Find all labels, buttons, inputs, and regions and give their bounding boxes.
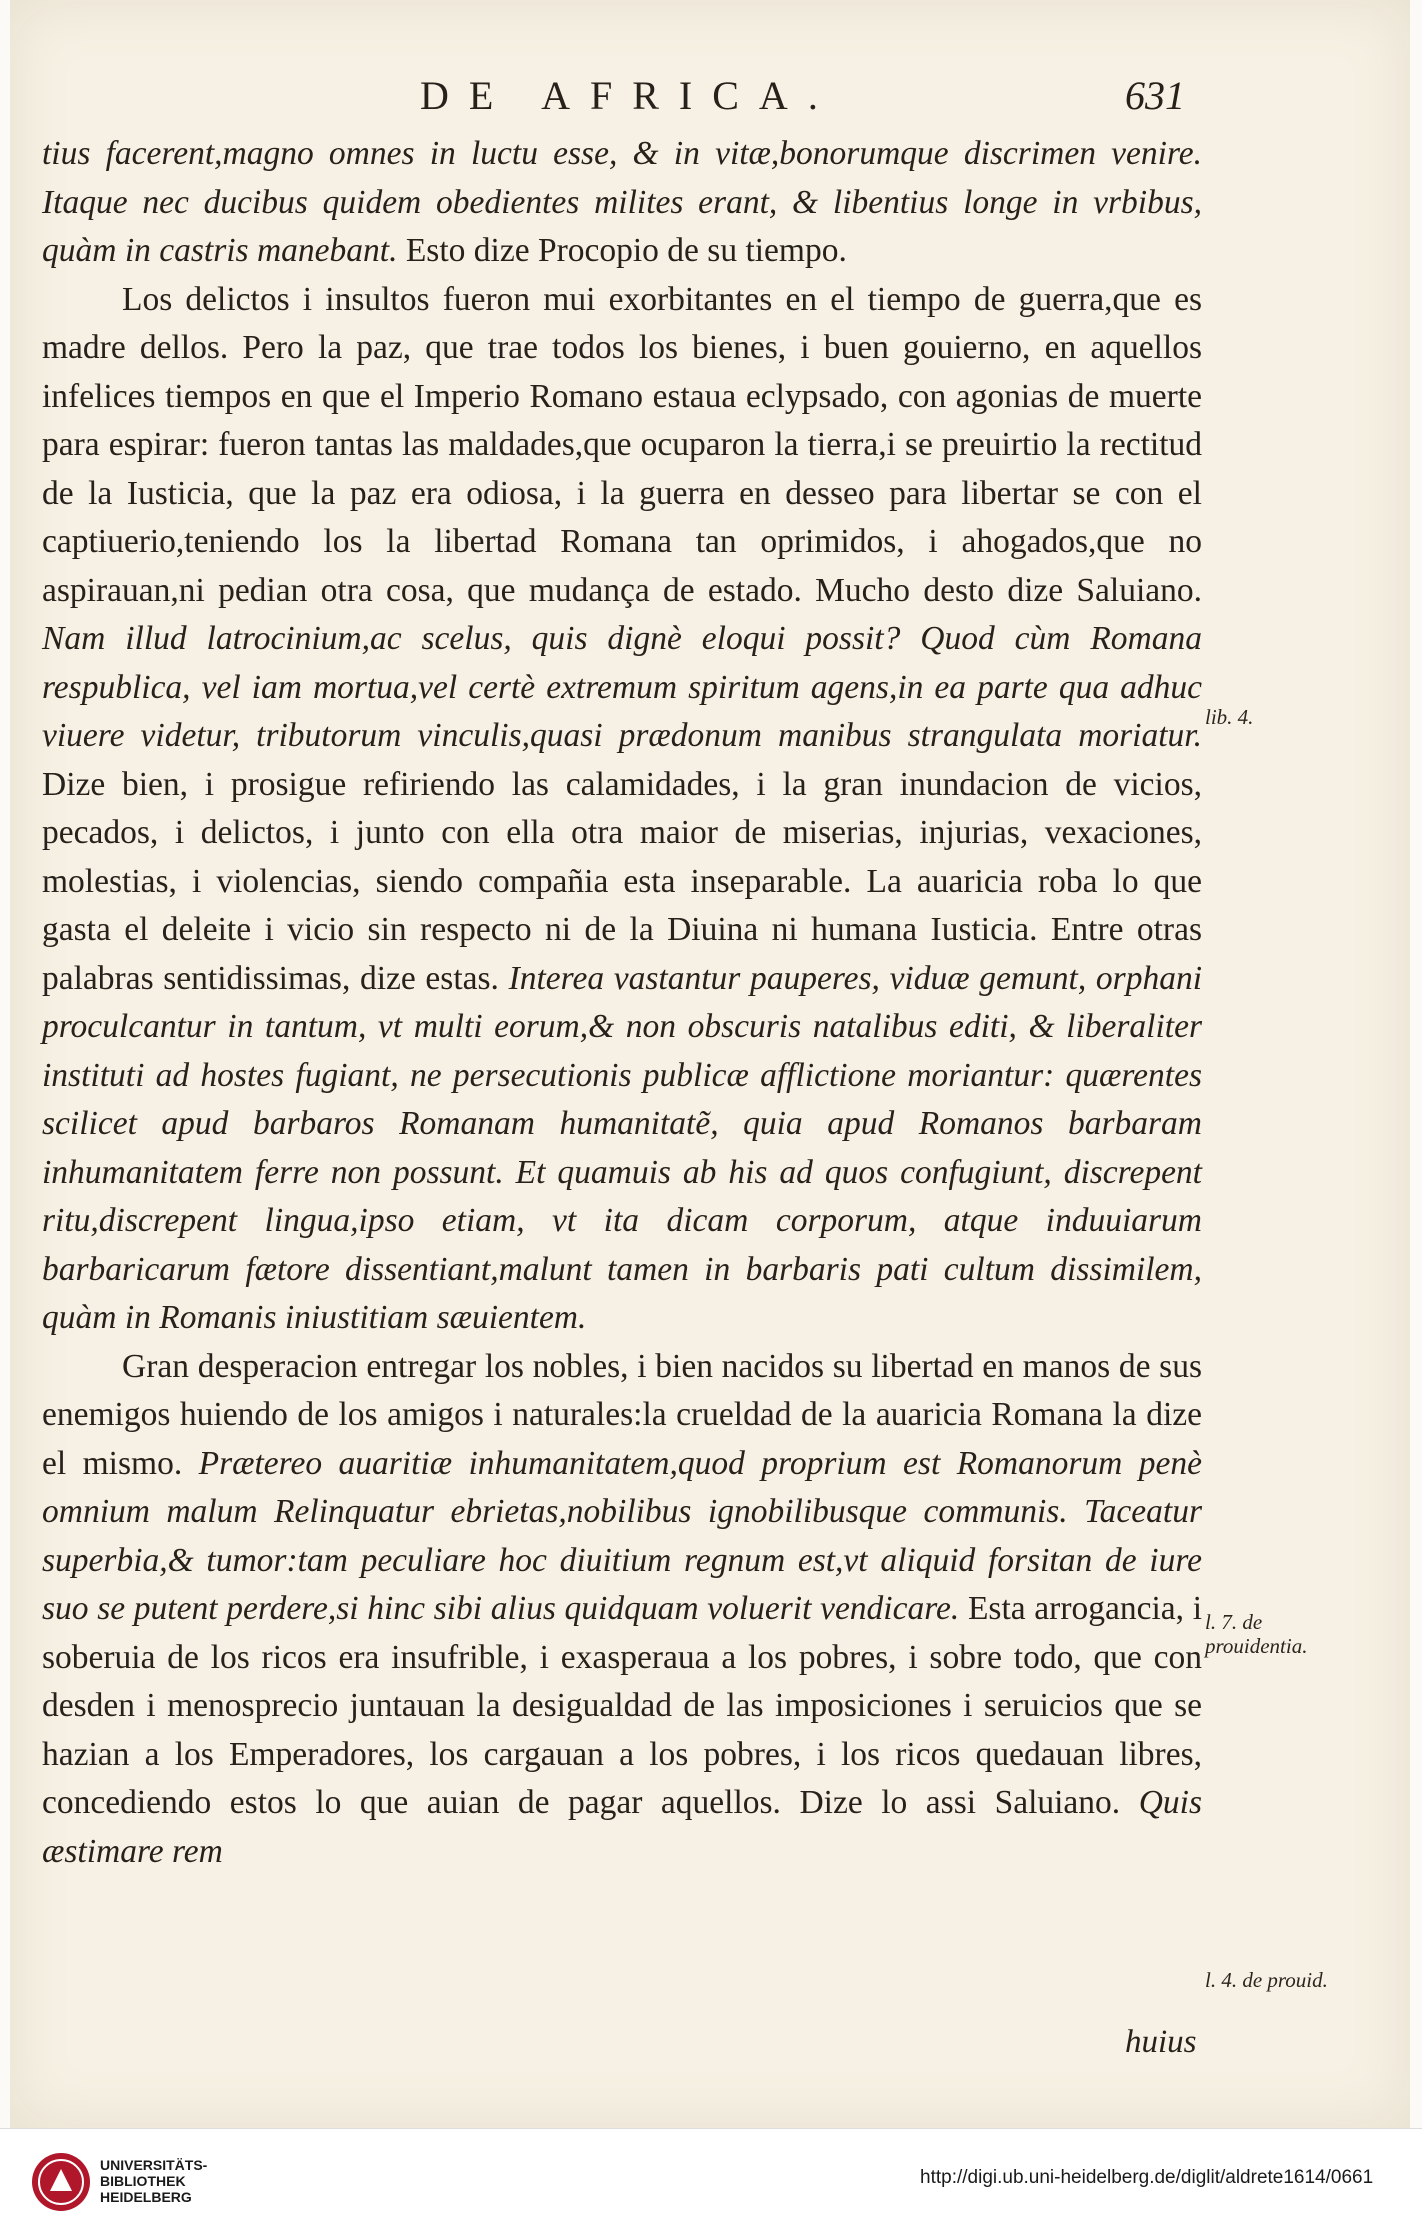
- running-head: DE AFRICA.: [420, 73, 838, 118]
- margin-note: l. 7. de prouidentia.: [1205, 1610, 1308, 1658]
- margin-note: lib. 4.: [1205, 705, 1254, 729]
- footer-bar: [0, 2128, 1422, 2235]
- paragraph-1: [42, 130, 1202, 276]
- margin-note: l. 4. de prouid.: [1205, 1968, 1328, 1992]
- latin-quote: Quis æstimare rem: [42, 1784, 1202, 1870]
- spanish-text: Esto dize Procopio de su tiempo.: [397, 232, 847, 269]
- latin-quote: tius facerent,magno omnes in luctu esse, & in vitæ,bonorumque discrimen venire. Itaque nec ducibus quidem obedientes milites erant, & libentius longe in vrbibus, quàm in castris manebant.: [42, 135, 1202, 269]
- spanish-text: Dize bien, i prosigue refiriendo las calamidades, i la gran inundacion de vicios, pecados, i delictos, i junto con ella otra maior de miserias, injurias, vexaciones, molestias, i violencias, siendo compañia esta inseparable. La auaricia roba lo que gasta el deleite i vicio sin respecto ni de la Diuina ni humana Iusticia. Entre otras palabras sentidissimas, dize estas.: [42, 765, 1202, 997]
- library-seal-icon: [30, 2151, 92, 2213]
- library-name: UNIVERSITÄTS- BIBLIOTHEK HEIDELBERG: [100, 2157, 208, 2205]
- spanish-text: Gran desperacion entregar los nobles, i bien nacidos su libertad en manos de sus enemigos huiendo de los amigos i naturales:la crueldad de la auaricia Romana la dize el mismo.: [42, 1347, 1202, 1482]
- page-header: [0, 72, 1422, 122]
- paragraph-3: [42, 1343, 1202, 1877]
- page-number: 631: [1125, 73, 1185, 118]
- latin-quote: Nam illud latrocinium,ac scelus, quis dignè eloqui possit? Quod cùm Romana respublica, vel iam mortua,vel certè extremum spiritum agens,in ea parte qua adhuc viuere videtur, tributorum vinculis,quasi prædonum manibus strangulata moriatur.: [42, 620, 1202, 754]
- spanish-text: Los delictos i insultos fueron mui exorbitantes en el tiempo de guerra,que es madre dellos. Pero la paz, que trae todos los bienes, i buen gouierno, en aquellos infelices tiempos en que el Imperio Romano estaua eclypsado, con agonias de muerte para espirar: fueron tantas las maldades,que ocuparon la tierra,i se preuirtio la rectitud de la Iusticia, que la paz era odiosa, i la guerra en desseo para libertar se con el captiuerio,teniendo los la libertad Romana tan oprimidos, i ahogados,que no aspirauan,ni pedian otra cosa, que mudança de estado. Mucho desto dize Saluiano.: [42, 280, 1202, 609]
- source-url-link[interactable]: http://digi.ub.uni-heidelberg.de/diglit/aldrete1614/0661: [920, 2167, 1374, 2188]
- paragraph-2: [42, 276, 1202, 1343]
- catchword: huius: [1125, 2024, 1197, 2060]
- latin-quote: Prætereo auaritiæ inhumanitatem,quod proprium est Romanorum penè omnium malum Relinquatur ebrietas,nobilibus ignobilibusque communis. Taceatur superbia,& tumor:tam peculiare hoc diuitium regnum est,vt aliquid forsitan de iure suo se putent perdere,si hinc sibi alius quidquam voluerit vendicare.: [42, 1444, 1203, 1627]
- latin-quote: Interea vastantur pauperes, viduæ gemunt, orphani proculcantur in tantum, vt multi eorum,& non obscuris natalibus editi, & liberaliter instituti ad hostes fugiant, ne persecutionis publicæ afflictione moriantur: quærentes scilicet apud barbaros Romanam humanitatẽ, quia apud Romanos barbaram inhumanitatem ferre non possunt. Et quamuis ab his ad quos confugiunt, discrepent ritu,discrepent lingua,ipso etiam, vt ita dicam corporum, atque induuiarum barbaricarum fætore dissentiant,malunt tamen in barbaris pati cultum dissimilem, quàm in Romanis iniustitiam sæuientem.: [42, 959, 1202, 1336]
- body-text: [42, 130, 1202, 1876]
- spanish-text: Esta arrogancia, i soberuia de los ricos era insufrible, i exasperaua a los pobres, i sobre todo, que con desden i menosprecio juntauan la desigualdad de las imposiciones i seruicios que se hazian a los Emperadores, los cargauan a los pobres, i los ricos quedauan libres, concediendo estos lo que auian de pagar aquellos. Dize lo assi Saluiano.: [42, 1590, 1203, 1821]
